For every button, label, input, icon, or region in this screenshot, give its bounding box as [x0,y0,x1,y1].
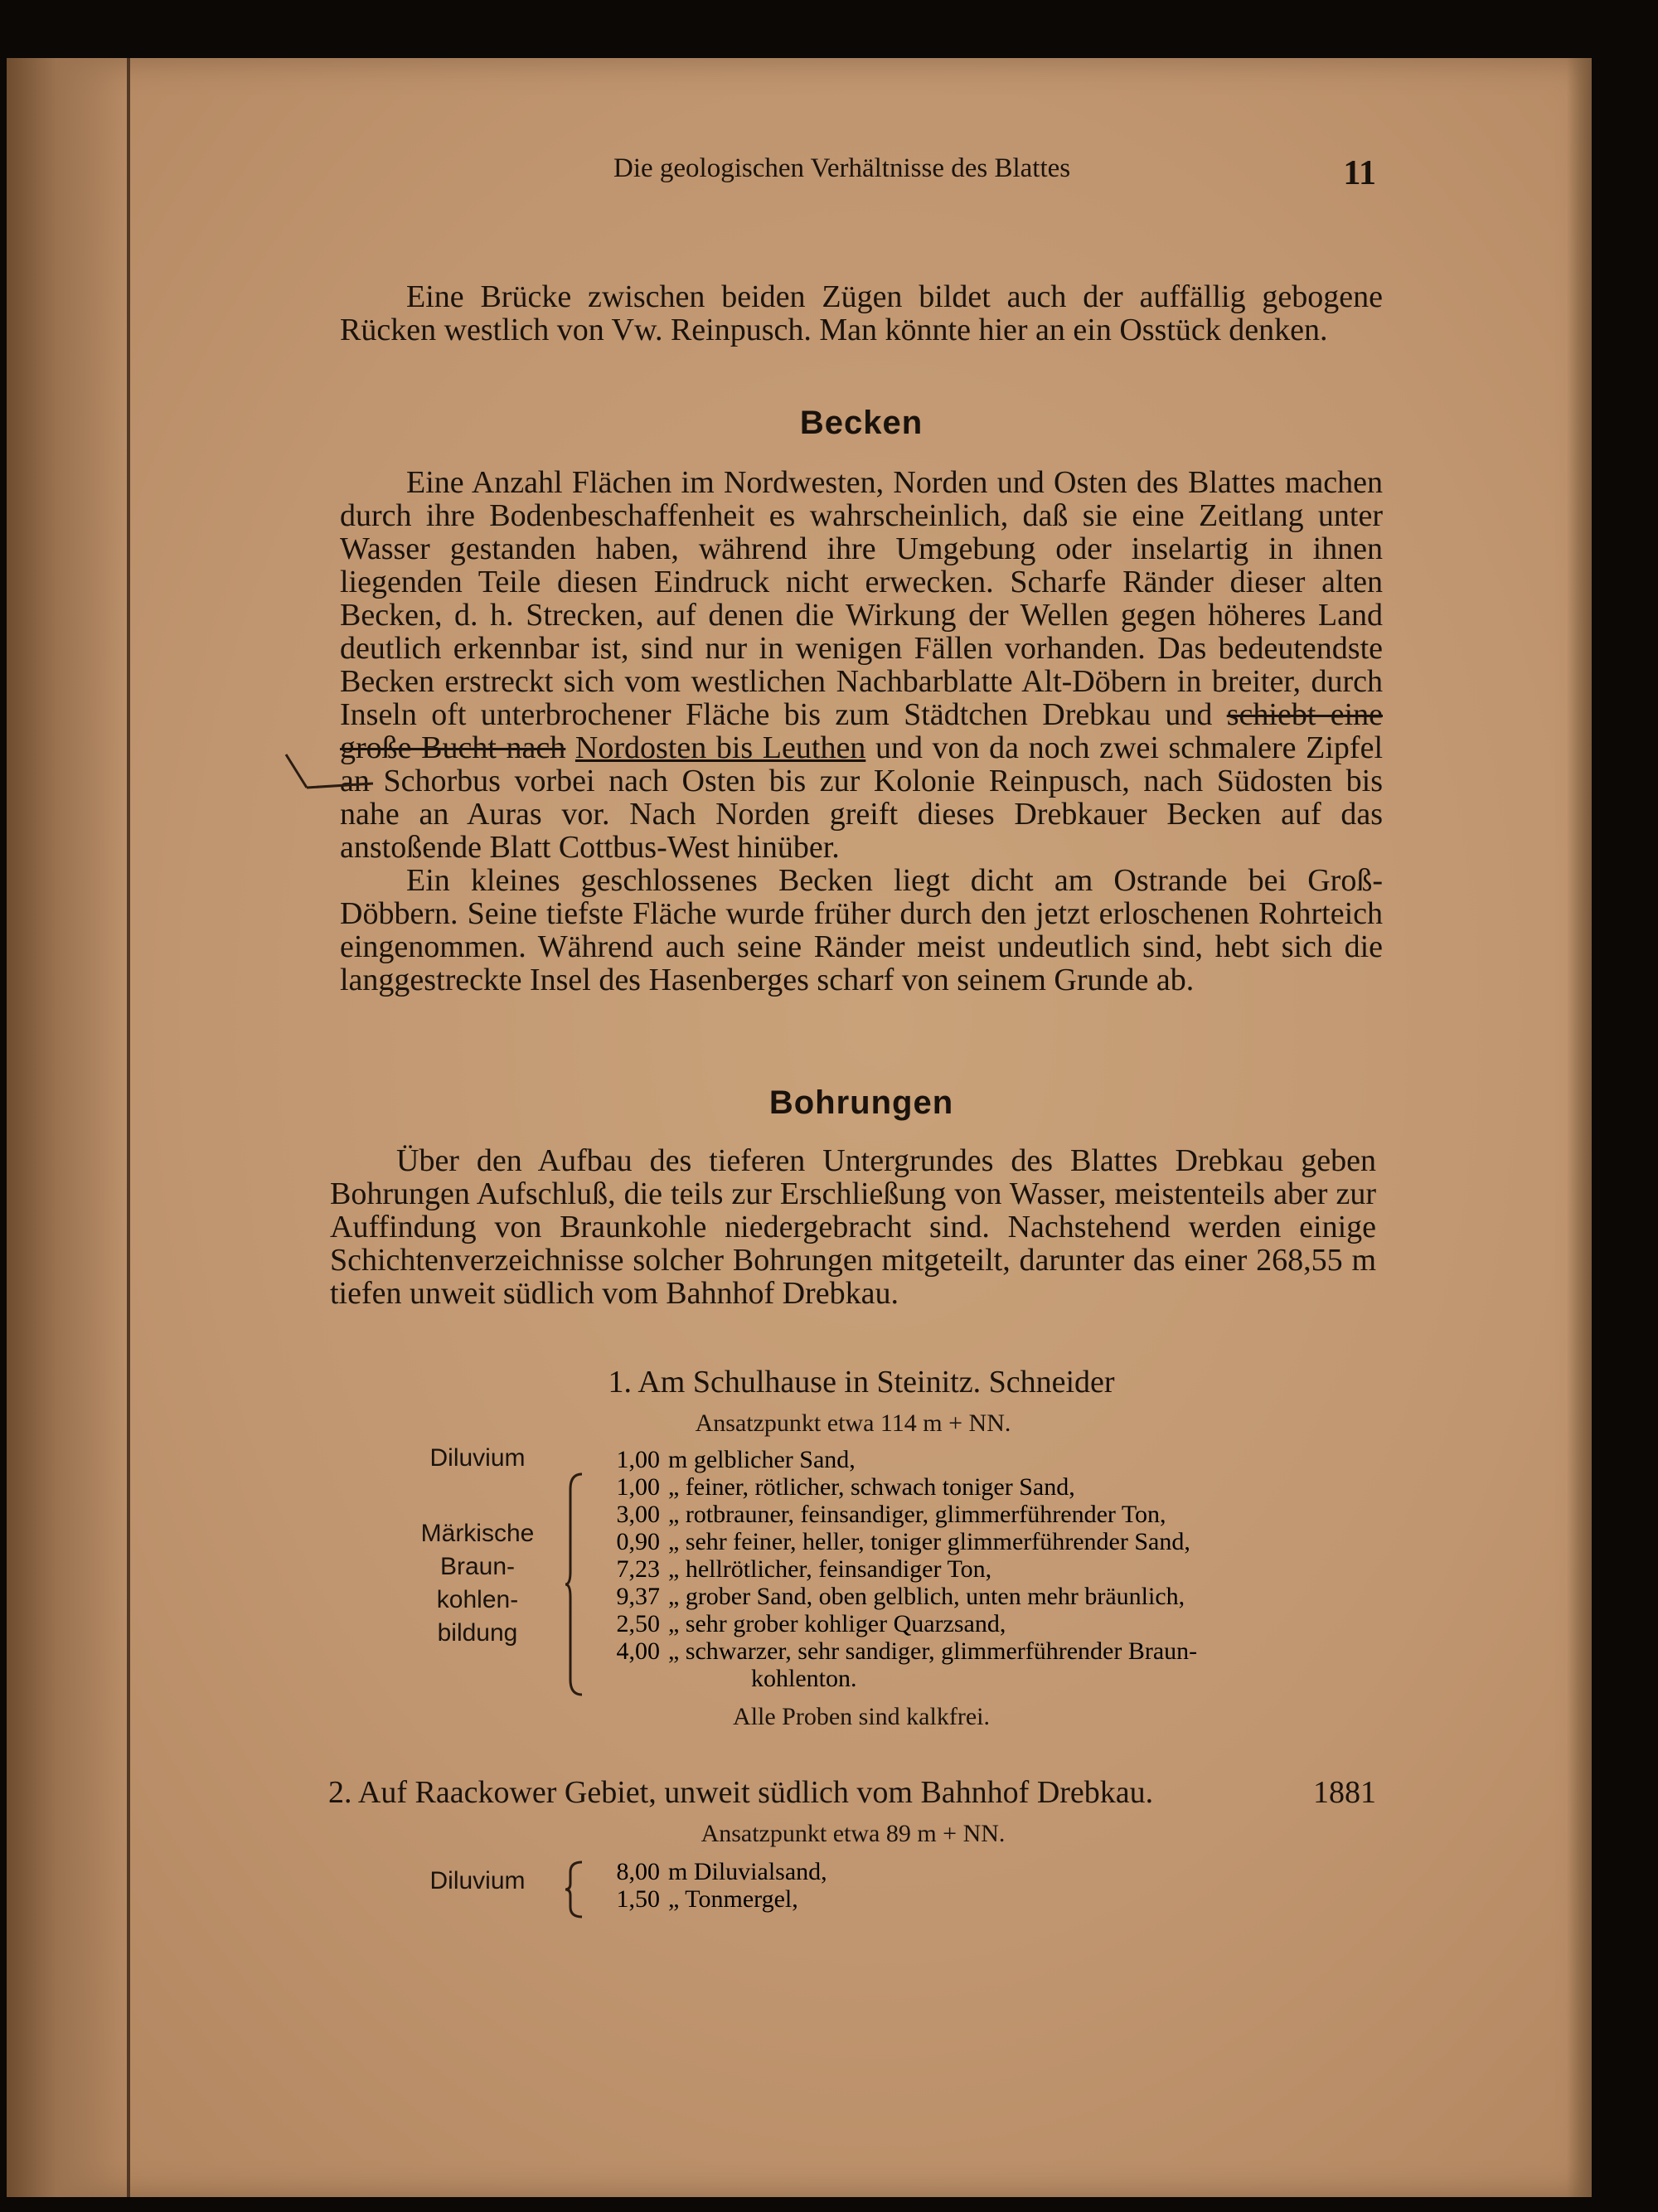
bohrungen-section-body [330,1144,1376,1310]
layer-description: m Diluvialsand, [668,1858,827,1885]
boring-2-title: 2. Auf Raackower Gebiet, unweit südlich vom Bahnhof Drebkau. [328,1775,1154,1810]
boring-1-label-maerkische [403,1517,552,1650]
layer-description: „ Tonmergel, [668,1885,798,1913]
page-right-edge [1567,58,1592,2197]
layer-thickness: 8,00 [616,1858,660,1885]
layer-row [605,1858,1351,1885]
brace-diluvium [564,1860,589,1919]
layer-description: „ rotbrauner, feinsandiger, glimmerführender Ton, [668,1501,1166,1528]
layer-thickness: 7,23 [616,1555,660,1583]
layer-description: „ feiner, rötlicher, schwach toniger Sand, [668,1473,1075,1501]
layer-row [605,1473,1351,1501]
layer-thickness: 1,00 [616,1446,660,1473]
layer-thickness: 1,00 [616,1473,660,1501]
layer-description: „ schwarzer, sehr sandiger, glimmerführender Braun- [668,1637,1198,1665]
layer-row [605,1528,1351,1555]
boring-1-ansatz: Ansatzpunkt etwa 114 m + NN. [695,1409,1011,1437]
layer-row [605,1610,1351,1637]
becken-paragraph-2: Ein kleines geschlossenes Becken liegt dicht am Ostrande bei Groß-Döbbern. Seine tiefste Fläche wurde früher durch den jetzt erloschenen Rohrteich eingenommen. Während auch seine Ränder meist undeutlich sind, hebt sich die langgestreckte Insel des Hasenberges scharf von seinem Grunde ab. [340,863,1383,997]
layer-thickness: 1,50 [616,1885,660,1913]
bohrungen-paragraph: Über den Aufbau des tieferen Untergrundes des Blattes Drebkau geben Bohrungen Aufschluß, die teils zur Erschließung von Wasser, meistenteils aber zur Auffindung von Braunkohle niedergebracht sind. Nachstehend werden einige Schichtenverzeichnisse solcher Bohrungen mitgeteilt, darunter das einer 268,55 m tiefen unweit südlich vom Bahnhof Drebkau. [330,1143,1376,1311]
label-line: bildung [437,1619,518,1647]
pencil-margin-mark [282,750,381,817]
layer-description: „ sehr grober kohliger Quarzsand, [668,1610,1006,1637]
layer-description: „ grober Sand, oben gelblich, unten mehr bräunlich, [668,1583,1185,1610]
page-number: 11 [1343,154,1376,192]
running-header-title: Die geologischen Verhältnisse des Blattes [613,153,1071,183]
boring-2-layer-list [605,1858,1351,1913]
layer-row-continuation [605,1665,1351,1692]
intro-paragraph: Eine Brücke zwischen beiden Zügen bildet auch der auffällig gebogene Rücken westlich von Vw. Reinpusch. Man könnte hier an ein Osstück denken. [340,279,1383,347]
becken-paragraph-1 [340,466,1383,864]
layer-row [605,1446,1351,1473]
layer-thickness: 3,00 [616,1501,660,1528]
boring-2-label-diluvium: Diluvium [429,1867,526,1894]
layer-row [605,1885,1351,1913]
label-line: Märkische [420,1520,535,1547]
layer-thickness: 9,37 [616,1583,660,1610]
boring-2-year: 1881 [1313,1775,1376,1810]
heading-becken: Becken [799,405,924,441]
layer-row [605,1501,1351,1528]
boring-2-ansatz: Ansatzpunkt etwa 89 m + NN. [701,1820,1006,1847]
label-line: Braun- [439,1553,516,1580]
underlined-text: Nordosten bis Leuthen [574,730,866,765]
heading-bohrungen: Bohrungen [768,1084,954,1121]
layer-description: „ sehr feiner, heller, toniger glimmerführender Sand, [668,1528,1190,1555]
layer-description: m gelblicher Sand, [668,1446,856,1473]
layer-thickness: 2,50 [616,1610,660,1637]
becken-section-body [340,466,1383,997]
brace-maerkische [564,1472,589,1696]
boring-1-layer-list [605,1446,1351,1692]
layer-row [605,1637,1351,1665]
layer-description: „ hellrötlicher, feinsandiger Ton, [668,1555,992,1583]
becken-para1-part2: und von da noch zwei schmalere Zipfel an Schorbus vorbei nach Osten bis zur Kolonie Reinpusch, nach Südosten bis nahe an Auras vor. Nach Norden greift dieses Drebkauer Becken auf das anstoßende Blatt Cottbus-West hinüber. [340,730,1384,865]
struck-out-text: schiebt eine große Bucht nach [340,697,1383,765]
book-spine-edge [127,58,130,2197]
boring-1-label-diluvium: Diluvium [429,1444,526,1472]
layer-description-continuation: kohlenton. [751,1665,857,1692]
boring-1-note: Alle Proben sind kalkfrei. [733,1703,990,1730]
layer-thickness: 4,00 [616,1637,660,1665]
boring-2-title-line [328,1774,1376,1811]
layer-thickness: 0,90 [616,1528,660,1555]
layer-row [605,1555,1351,1583]
layer-row [605,1583,1351,1610]
intro-paragraph-block [340,280,1383,347]
becken-para1-part1: Eine Anzahl Flächen im Nordwesten, Norden und Osten des Blattes machen durch ihre Bodenbeschaffenheit es wahrscheinlich, daß sie eine Zeitlang unter Wasser gestanden haben, während ihre Umgebung oder inselartig in ihnen liegenden Teile diesen Eindruck nicht erwecken. Scharfe Ränder dieser alten Becken, d. h. Strecken, auf denen die Wirkung der Wellen gegen höheres Land deutlich erkennbar ist, sind nur in wenigen Fällen vorhanden. Das bedeutendste Becken erstreckt sich vom westlichen Nachbarblatte Alt-Döbern in breiter, durch Inseln oft unterbrochener Fläche bis zum Städtchen Drebkau und [340,465,1383,732]
boring-1-title: 1. Am Schulhause in Steinitz. Schneider [608,1365,1115,1399]
label-line: kohlen- [436,1586,519,1613]
book-spine-shadow [7,58,131,2197]
